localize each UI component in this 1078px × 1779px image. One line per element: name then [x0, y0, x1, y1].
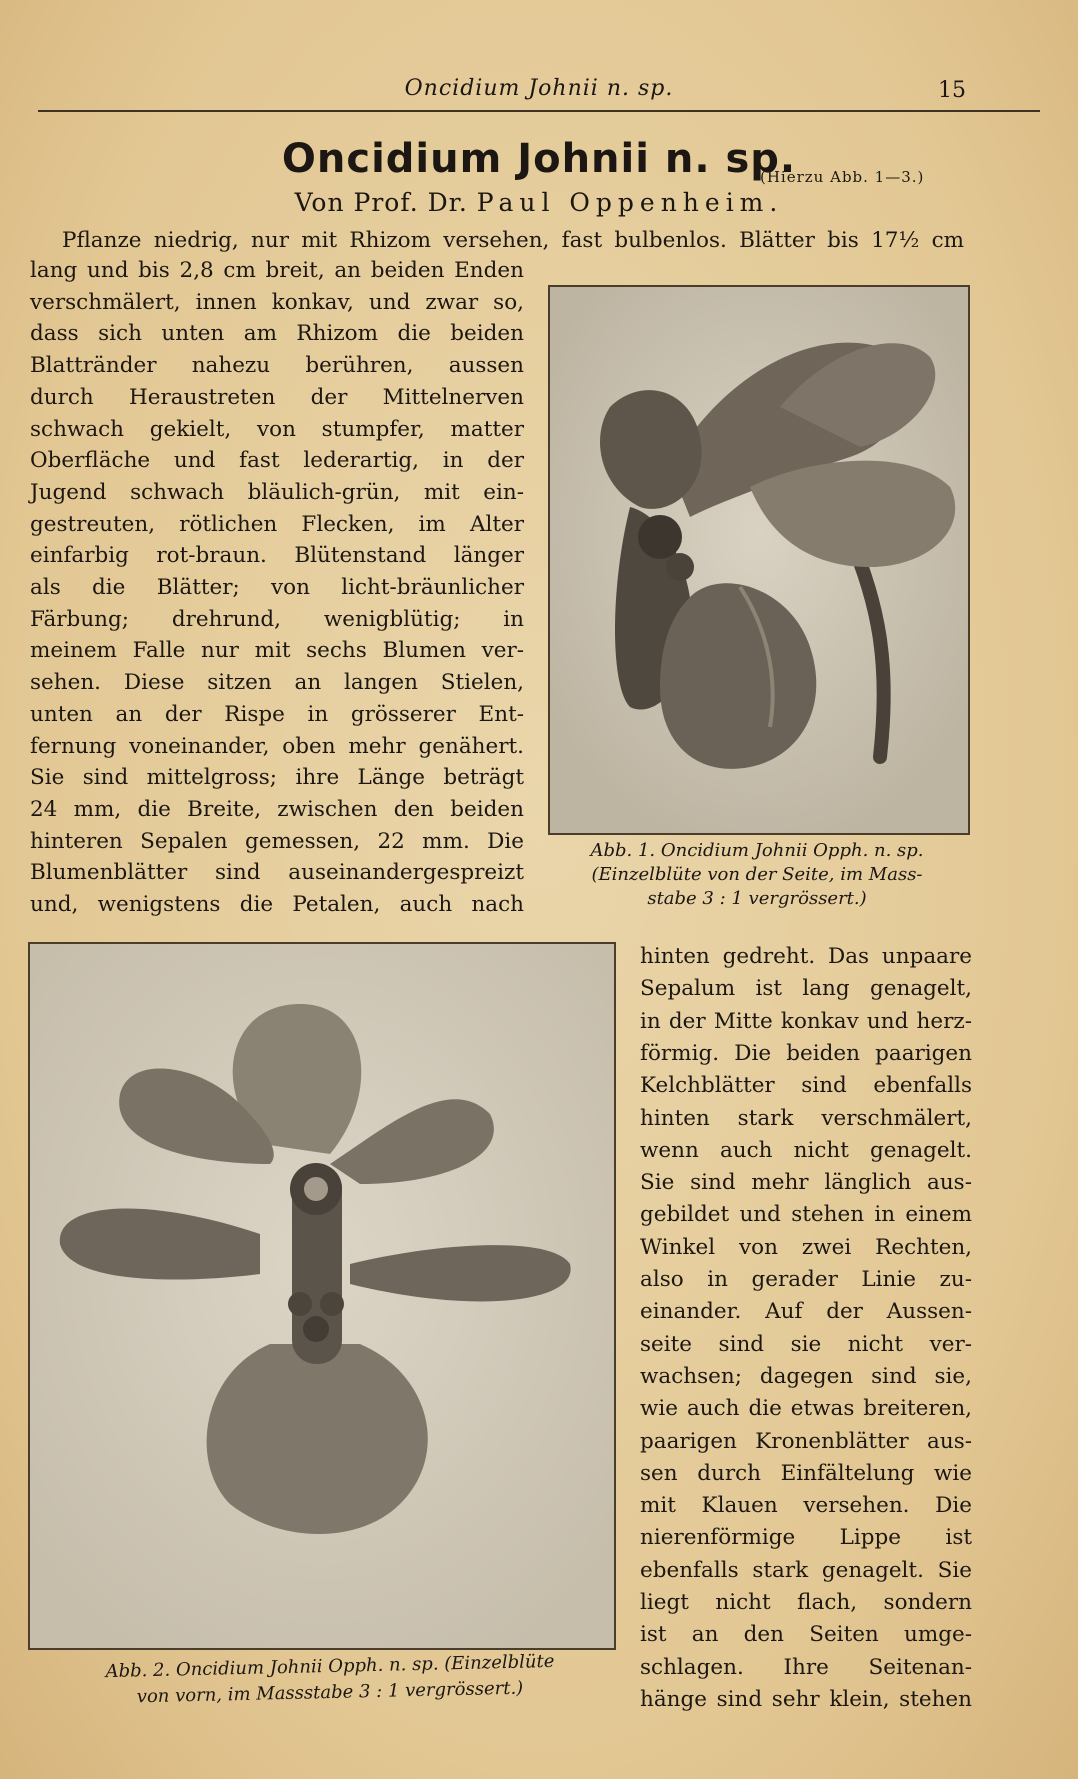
text-line-left-11: als die Blätter; von licht-bräunlicher: [30, 575, 524, 600]
text-line-right-24: hänge sind sehr klein, stehen: [640, 1686, 972, 1712]
figure-1-photo: [548, 285, 970, 835]
running-head: Oncidium Johnii n. sp.: [404, 76, 674, 101]
byline-prefix: Von Prof. Dr.: [294, 188, 468, 217]
text-line-right-19: nierenförmige Lippe ist: [640, 1525, 972, 1551]
figure-reference: (Hierzu Abb. 1—3.): [760, 168, 925, 186]
figure-1-caption-line2: (Einzelblüte von der Seite, im Mass-: [591, 864, 923, 885]
text-line-left-14: sehen. Diese sitzen an langen Stielen,: [30, 670, 524, 696]
text-line-left-4: Blattränder nahezu berühren, aussen: [30, 353, 524, 379]
text-line-left-6: schwach gekielt, von stumpfer, matter: [30, 416, 524, 442]
figure-2-photo: [28, 942, 616, 1650]
text-line-left-20: Blumenblätter sind auseinandergespreizt: [30, 860, 524, 886]
text-line-left-12: Färbung; drehrund, wenigblütig; in: [30, 606, 524, 632]
text-line-right-3: in der Mitte konkav und herz-: [640, 1008, 972, 1034]
text-line-left-3: dass sich unten am Rhizom die beiden: [30, 321, 524, 347]
orchid-front-view-illustration: [30, 944, 614, 1648]
text-line-right-16: paarigen Kronenblätter aus-: [640, 1428, 972, 1454]
text-line-left-9: gestreuten, rötlichen Flecken, im Alter: [30, 511, 524, 537]
text-line-right-22: ist an den Seiten umge-: [640, 1622, 972, 1648]
text-line-left-19: hinteren Sepalen gemessen, 22 mm. Die: [30, 828, 524, 854]
text-line-left-18: 24 mm, die Breite, zwischen den beiden: [30, 796, 524, 822]
figure-2-caption-line1: Abb. 2. Oncidium Johnii Opph. n. sp. (Einzelblüte: [105, 1650, 555, 1683]
text-line-right-20: ebenfalls stark genagelt. Sie: [640, 1557, 972, 1583]
page-number: 15: [938, 78, 966, 103]
figure-2-caption-line2: von vorn, im Massstabe 3 : 1 vergrössert.): [136, 1677, 524, 1708]
text-line-right-10: Winkel von zwei Rechten,: [640, 1234, 972, 1260]
text-line-left-21: und, wenigstens die Petalen, auch nach: [30, 892, 524, 917]
header-rule: [38, 110, 1040, 112]
text-line-right-7: wenn auch nicht genagelt.: [640, 1137, 972, 1163]
text-line-right-13: seite sind sie nicht ver-: [640, 1331, 972, 1357]
text-line-left-2: verschmälert, innen konkav, und zwar so,: [30, 289, 524, 315]
text-line-right-8: Sie sind mehr länglich aus-: [640, 1170, 972, 1196]
figure-1-caption-line1: Abb. 1. Oncidium Johnii Opph. n. sp.: [590, 840, 924, 861]
text-line-right-12: einander. Auf der Aussen-: [640, 1299, 972, 1325]
text-line-right-5: Kelchblätter sind ebenfalls: [640, 1073, 972, 1099]
text-line-right-9: gebildet und stehen in einem: [640, 1202, 972, 1228]
text-line-right-2: Sepalum ist lang genagelt,: [640, 976, 972, 1002]
text-line-left-13: meinem Falle nur mit sechs Blumen ver-: [30, 638, 524, 664]
text-line-right-1: hinten gedreht. Das unpaare: [640, 944, 972, 969]
text-line-left-16: fernung voneinander, oben mehr genähert.: [30, 733, 524, 759]
byline: [0, 188, 1078, 217]
text-line-right-14: wachsen; dagegen sind sie,: [640, 1363, 972, 1389]
text-line-left-5: durch Heraustreten der Mittelnerven: [30, 384, 524, 410]
text-line-left-8: Jugend schwach bläulich-grün, mit ein-: [30, 479, 524, 505]
article-title: Oncidium Johnii n. sp.: [281, 136, 797, 182]
text-line-right-21: liegt nicht flach, sondern: [640, 1590, 972, 1615]
text-line-left-1: lang und bis 2,8 cm breit, an beiden Enden: [30, 258, 524, 283]
text-line-left-10: einfarbig rot-braun. Blütenstand länger: [30, 543, 524, 569]
author-name: Paul Oppenheim.: [476, 188, 784, 217]
text-line-right-6: hinten stark verschmälert,: [640, 1105, 972, 1131]
text-line-right-11: also in gerader Linie zu-: [640, 1267, 972, 1292]
figure-1-caption-line3: stabe 3 : 1 vergrössert.): [647, 888, 867, 909]
text-line-left-17: Sie sind mittelgross; ihre Länge beträgt: [30, 765, 524, 791]
text-line-right-23: schlagen. Ihre Seitenan-: [640, 1654, 972, 1680]
text-line-left-7: Oberfläche und fast lederartig, in der: [30, 448, 524, 474]
orchid-side-view-illustration: [550, 287, 968, 833]
text-line-right-18: mit Klauen versehen. Die: [640, 1493, 972, 1519]
text-line-right-17: sen durch Einfältelung wie: [640, 1460, 972, 1486]
text-line-top-1: Pflanze niedrig, nur mit Rhizom versehen, fast bulbenlos. Blätter bis 17½ cm: [62, 228, 964, 253]
text-line-right-4: förmig. Die beiden paarigen: [640, 1040, 972, 1066]
text-line-left-15: unten an der Rispe in grösserer Ent-: [30, 701, 524, 727]
text-line-right-15: wie auch die etwas breiteren,: [640, 1396, 972, 1422]
